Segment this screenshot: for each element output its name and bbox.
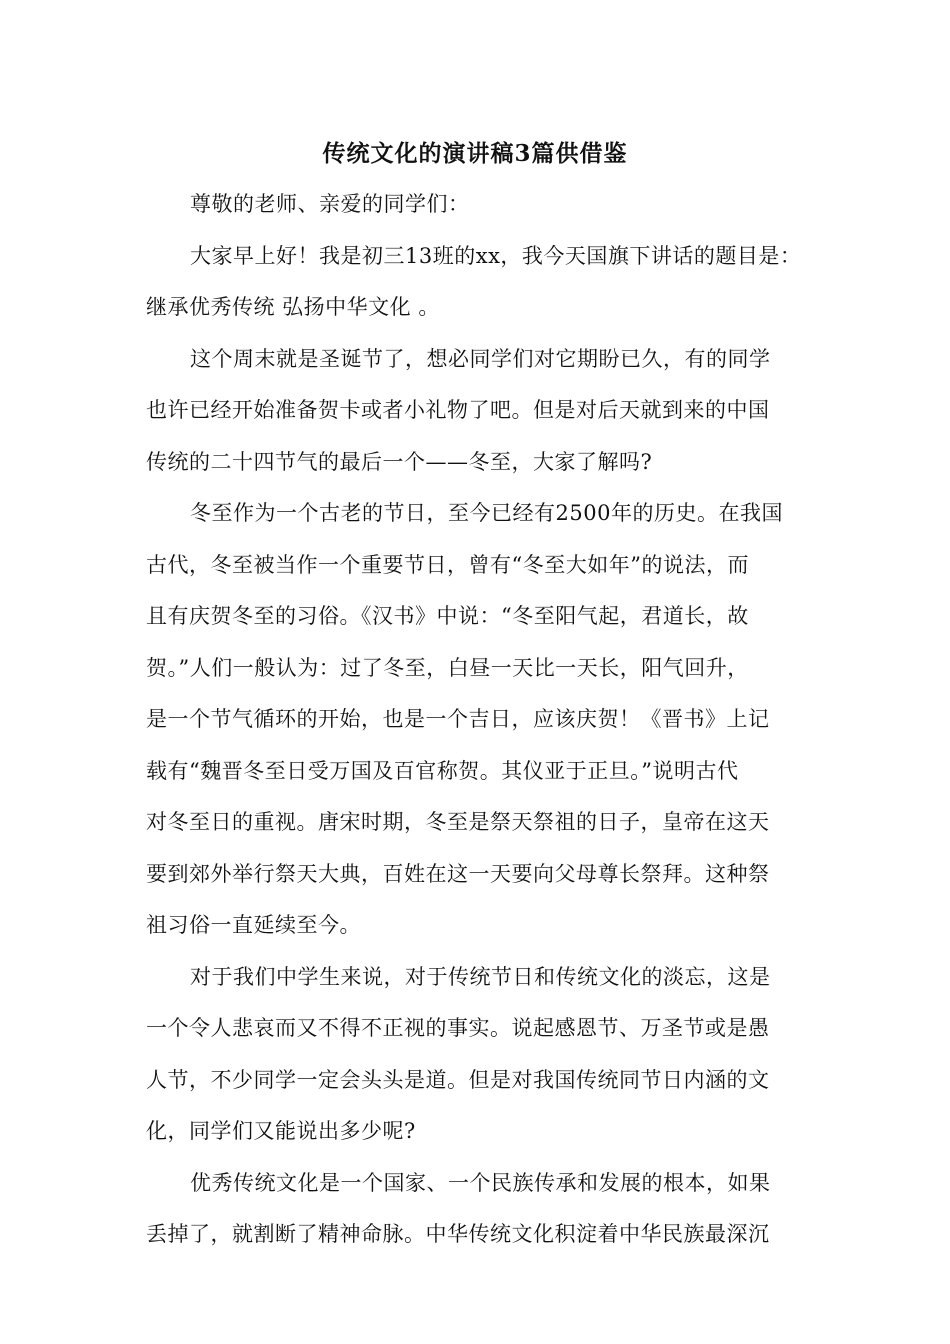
paragraph-christmas bbox=[146, 334, 806, 489]
text-line: 这个周末就是圣诞节了，想必同学们对它期盼已久，有的同学 bbox=[190, 346, 771, 371]
text-line: 丢掉了，就割断了精神命脉。中华传统文化积淀着中华民族最深沉 bbox=[146, 1222, 770, 1246]
text-line: 对冬至日的重视。唐宋时期，冬至是祭天祭祖的日子，皇帝在这天 bbox=[146, 810, 770, 834]
text-line: 贺。”人们一般认为：过了冬至，白昼一天比一天长，阳气回升， bbox=[146, 655, 749, 680]
paragraph-winter-solstice bbox=[146, 488, 806, 952]
text-line: 也许已经开始准备贺卡或者小礼物了吧。但是对后天就到来的中国 bbox=[146, 398, 770, 422]
text-line: 尊敬的老师、亲爱的同学们： bbox=[190, 192, 470, 216]
text-line: 且有庆贺冬至的习俗。《汉书》中说：“冬至阳气起，君道长，故 bbox=[146, 604, 749, 628]
text-line: 人节，不少同学一定会头头是道。但是对我国传统同节日内涵的文 bbox=[146, 1067, 770, 1092]
text-line: 大家早上好！我是初三13班的xx，我今天国旗下讲话的题目是： bbox=[190, 243, 802, 268]
text-line: 祖习俗一直延续至今。 bbox=[146, 913, 361, 937]
text-line: 载有“魏晋冬至日受万国及百官称贺。其仪亚于正旦。”说明古代 bbox=[146, 758, 739, 783]
text-line: 传统的二十四节气的最后一个——冬至，大家了解吗? bbox=[146, 449, 653, 474]
document-body bbox=[146, 179, 806, 1261]
text-line: 一个令人悲哀而又不得不正视的事实。说起感恩节、万圣节或是愚 bbox=[146, 1016, 770, 1040]
text-line: 化，同学们又能说出多少呢? bbox=[146, 1119, 416, 1143]
paragraph-students bbox=[146, 952, 806, 1158]
text-line: 冬至作为一个古老的节日，至今已经有2500年的历史。在我国 bbox=[190, 501, 783, 525]
paragraph-culture bbox=[146, 1158, 806, 1261]
text-line: 要到郊外举行祭天大典，百姓在这一天要向父母尊长祭拜。这种祭 bbox=[146, 861, 770, 886]
document-title: 传统文化的演讲稿3篇供借鉴 bbox=[322, 140, 628, 167]
text-line: 古代，冬至被当作一个重要节日，曾有“冬至大如年”的说法，而 bbox=[146, 552, 749, 577]
paragraph-salutation bbox=[146, 179, 806, 231]
text-line: 继承优秀传统 弘扬中华文化 。 bbox=[146, 295, 440, 319]
text-line: 优秀传统文化是一个国家、一个民族传承和发展的根本，如果 bbox=[190, 1170, 771, 1195]
paragraph-greeting bbox=[146, 231, 806, 334]
text-line: 是一个节气循环的开始，也是一个吉日，应该庆贺！《晋书》上记 bbox=[146, 707, 770, 731]
text-line: 对于我们中学生来说，对于传统节日和传统文化的淡忘，这是 bbox=[190, 964, 771, 989]
